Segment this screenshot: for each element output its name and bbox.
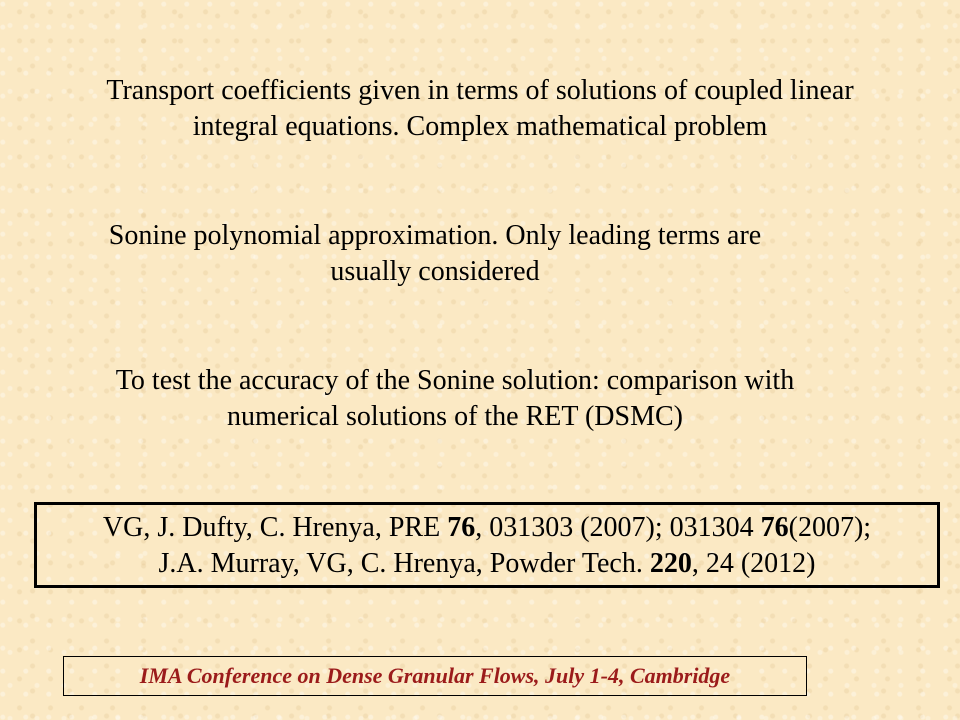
ref1-mid: , 031303 (2007); 031304 (475, 512, 761, 543)
test-line-2: numerical solutions of the RET (DSMC) (227, 401, 683, 432)
ref2-suffix: , 24 (2012) (691, 548, 816, 579)
accuracy-test-paragraph (20, 363, 890, 435)
ref2-volume: 220 (649, 548, 692, 579)
sonine-line-2: usually considered (330, 256, 540, 287)
conference-footer: IMA Conference on Dense Granular Flows, July 1-4, Cambridge (63, 656, 807, 696)
ref1-prefix: VG, J. Dufty, C. Hrenya, PRE (102, 512, 448, 543)
sonine-approximation-paragraph (20, 218, 850, 290)
reference-line-1 (37, 510, 937, 546)
ref1-suffix: (2007); (788, 512, 872, 543)
transport-coefficients-paragraph (20, 73, 940, 145)
reference-line-2 (37, 546, 937, 582)
transport-line-1: Transport coefficients given in terms of solutions of coupled linear (106, 75, 854, 106)
ref1-volume-2: 76 (760, 512, 789, 543)
references-box (34, 502, 940, 588)
ref1-volume-1: 76 (447, 512, 476, 543)
transport-line-2: integral equations. Complex mathematical problem (192, 111, 768, 142)
test-line-1: To test the accuracy of the Sonine solution: comparison with (115, 365, 795, 396)
sonine-line-1: Sonine polynomial approximation. Only leading terms are (108, 220, 762, 251)
ref2-prefix: J.A. Murray, VG, C. Hrenya, Powder Tech. (158, 548, 650, 579)
